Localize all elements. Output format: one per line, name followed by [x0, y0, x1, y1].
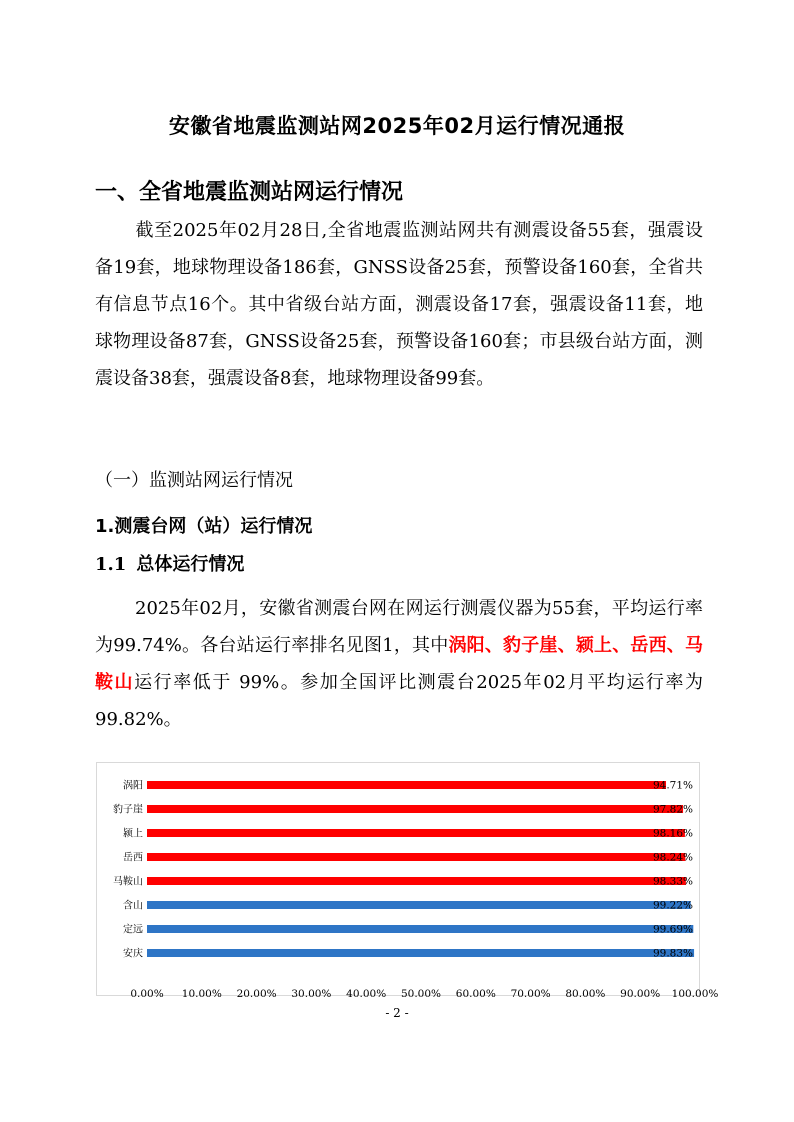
- category-label: 定远: [123, 924, 143, 936]
- sub-item-title: 总体运行情况: [136, 554, 245, 575]
- subsection-heading: （一）监测站网运行情况: [95, 470, 293, 491]
- category-label: 岳西: [123, 852, 143, 864]
- operation-text-after: 运行率低于 99%。参加全国评比测震台2025年02月平均运行率为99.82%。: [95, 672, 704, 730]
- x-tick-label: 0.00%: [130, 988, 164, 1000]
- section-heading: 一、全省地震监测站网运行情况: [95, 180, 404, 205]
- sub-item-number: 1.1: [95, 554, 127, 575]
- x-tick-label: 40.00%: [346, 988, 387, 1000]
- value-label: 99.69%: [652, 923, 693, 936]
- item-heading: 1.测震台网（站）运行情况: [95, 516, 313, 537]
- x-tick-label: 70.00%: [510, 988, 551, 1000]
- bar: [147, 829, 685, 837]
- value-label: 99.22%: [652, 899, 693, 912]
- category-label: 含山: [123, 900, 143, 912]
- bar: [147, 805, 683, 813]
- operation-text-before: 2025年02月，安徽省测震台网在网运行测震仪器为55套，平均运行率为99.74%。各台站运行率排名见图1，其中: [95, 598, 703, 656]
- bar: [147, 949, 694, 957]
- value-label: 97.82%: [652, 803, 693, 816]
- bar: [147, 925, 693, 933]
- category-label: 马鞍山: [113, 876, 143, 888]
- x-tick-label: 100.00%: [671, 988, 719, 1000]
- x-tick-label: 10.00%: [181, 988, 222, 1000]
- x-tick-label: 90.00%: [620, 988, 661, 1000]
- bar: [147, 781, 666, 789]
- category-label: 豹子崖: [113, 804, 143, 816]
- bar: [147, 901, 691, 909]
- bar: [147, 877, 686, 885]
- value-label: 94.71%: [652, 779, 693, 792]
- category-label: 颍上: [123, 828, 143, 840]
- overview-text: 截至2025年02月28日,全省地震监测站网共有测震设备55套，强震设备19套，地球物理设备186套，GNSS设备25套，预警设备160套，全省共有信息节点16个。其中省级台站方面，测震设备17套，强震设备11套，地球物理设备87套，GNSS设备25套，预警设备160套；市县级台站方面，测震设备38套，强震设备8套，地球物理设备99套。: [95, 220, 703, 389]
- low-rate-stations: 涡阳、豹子崖、颍上、岳西、马鞍山: [95, 635, 703, 693]
- sub-item-heading: [95, 550, 244, 576]
- x-tick-label: 80.00%: [565, 988, 606, 1000]
- bar: [147, 853, 685, 861]
- value-label: 99.83%: [652, 947, 693, 960]
- value-label: 98.24%: [652, 851, 693, 864]
- category-label: 安庆: [123, 948, 143, 960]
- category-label: 涡阳: [123, 780, 143, 792]
- x-tick-label: 30.00%: [291, 988, 332, 1000]
- operation-paragraph: [95, 590, 703, 738]
- x-tick-label: 20.00%: [236, 988, 277, 1000]
- value-label: 98.33%: [652, 875, 693, 888]
- station-rate-chart: [96, 762, 719, 1000]
- page-title: 安徽省地震监测站网2025年02月运行情况通报: [168, 114, 626, 138]
- x-tick-label: 60.00%: [455, 988, 496, 1000]
- chart-svg: [97, 763, 719, 1000]
- value-label: 98.16%: [652, 827, 693, 840]
- x-tick-label: 50.00%: [400, 988, 442, 1000]
- overview-paragraph: [95, 212, 703, 397]
- page-number: - 2 -: [385, 1006, 409, 1020]
